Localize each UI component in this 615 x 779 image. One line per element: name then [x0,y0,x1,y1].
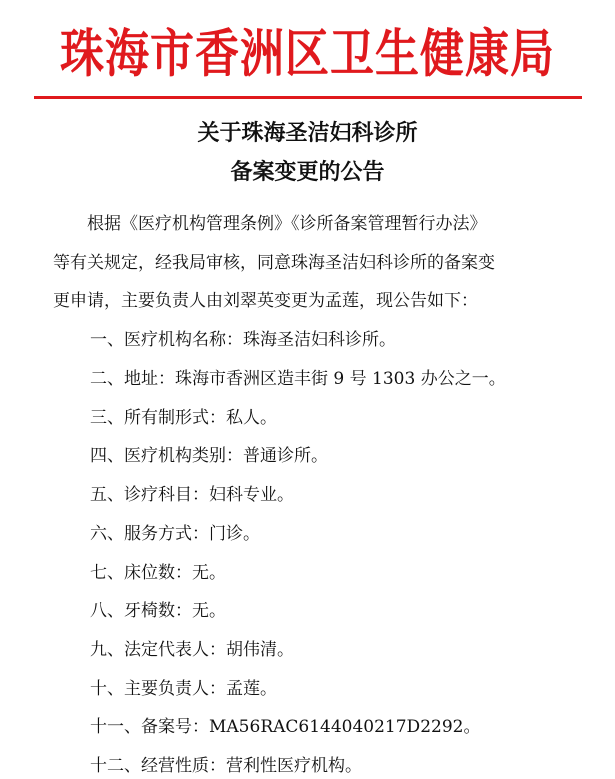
letterhead-org-name: 珠海市香洲区卫生健康局 [60,24,555,85]
notice-title-line-1: 关于珠海圣洁妇科诊所 [197,120,418,146]
list-item-service-mode: 六、服务方式：门诊。 [90,524,260,544]
list-item-departments: 五、诊疗科目：妇科专业。 [90,485,294,505]
list-item-organization-name: 一、医疗机构名称：珠海圣洁妇科诊所。 [90,330,396,350]
notice-title-line-2: 备案变更的公告 [230,159,385,185]
list-item-beds: 七、床位数：无。 [90,563,226,583]
list-item-dental-chairs: 八、牙椅数：无。 [90,601,226,621]
list-item-address: 二、地址：珠海市香洲区造丰街 9 号 1303 办公之一。 [90,369,506,389]
list-item-filing-number: 十一、备案号：MA56RAC6144040217D2292。 [90,717,481,737]
letterhead-divider-rule [34,96,582,99]
list-item-ownership: 三、所有制形式：私人。 [90,408,277,428]
list-item-category: 四、医疗机构类别：普通诊所。 [90,446,328,466]
list-item-principal: 十、主要负责人：孟莲。 [90,679,277,699]
list-item-business-nature: 十二、经营性质：营利性医疗机构。 [90,756,362,776]
intro-paragraph-line-2: 等有关规定，经我局审核，同意珠海圣洁妇科诊所的备案变 [53,253,495,273]
intro-paragraph-line-1: 根据《医疗机构管理条例》《诊所备案管理暂行办法》 [53,214,487,234]
list-item-legal-representative: 九、法定代表人：胡伟清。 [90,640,294,660]
intro-paragraph-line-3: 更申请，主要负责人由刘翠英变更为孟莲，现公告如下： [53,291,478,311]
